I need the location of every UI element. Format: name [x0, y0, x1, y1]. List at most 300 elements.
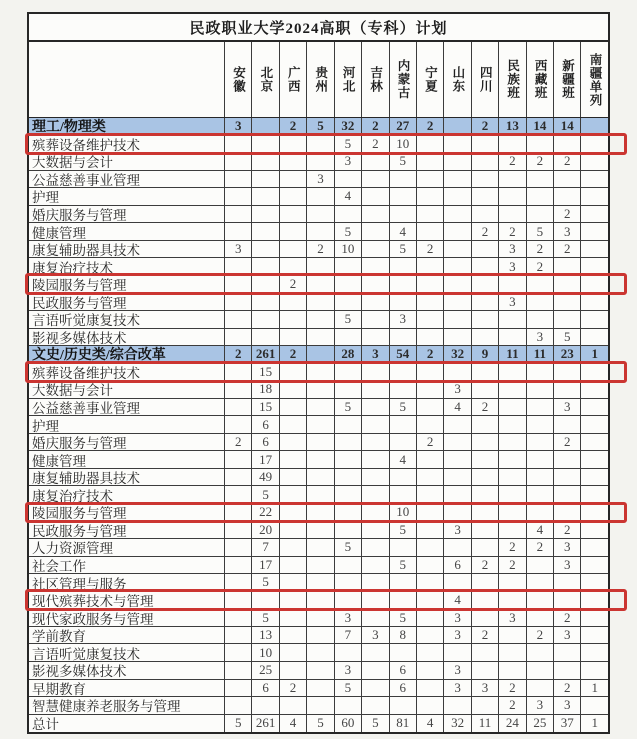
value-cell: [554, 574, 581, 591]
value-cell: [417, 381, 444, 398]
value-cell: [499, 451, 526, 468]
table-row: [29, 451, 608, 469]
value-cell: 5: [335, 680, 362, 697]
column-header: [581, 42, 607, 117]
value-cell: [225, 451, 252, 468]
enrollment-plan-table: [27, 12, 610, 734]
value-cell: [417, 276, 444, 293]
value-cell: 3: [444, 381, 471, 398]
value-cell: [362, 381, 389, 398]
value-cell: [581, 153, 607, 170]
value-cell: [499, 434, 526, 451]
value-cell: [390, 539, 417, 556]
value-cell: [280, 522, 307, 539]
table-row: [29, 329, 608, 347]
value-cell: 5: [390, 153, 417, 170]
row-label: 人力资源管理: [29, 539, 225, 556]
value-cell: [390, 258, 417, 275]
value-cell: [499, 662, 526, 679]
value-cell: [335, 206, 362, 223]
value-cell: 23: [554, 346, 581, 363]
value-cell: [335, 258, 362, 275]
value-cell: [581, 504, 607, 521]
value-cell: 11: [527, 346, 554, 363]
column-header-label: 民族班: [505, 59, 520, 100]
value-cell: 27: [390, 118, 417, 135]
value-cell: [225, 557, 252, 574]
value-cell: [362, 662, 389, 679]
value-cell: [335, 644, 362, 661]
value-cell: [527, 381, 554, 398]
value-cell: 2: [554, 241, 581, 258]
value-cell: [417, 486, 444, 503]
value-cell: [444, 364, 471, 381]
value-cell: [444, 293, 471, 310]
value-cell: [472, 697, 499, 714]
row-label: 康复治疗技术: [29, 486, 225, 503]
row-label: 智慧健康养老服务与管理: [29, 697, 225, 714]
value-cell: [225, 469, 252, 486]
value-cell: [499, 504, 526, 521]
row-label: 殡葬设备维护技术: [29, 136, 225, 153]
value-cell: 2: [499, 153, 526, 170]
value-cell: [581, 609, 607, 626]
value-cell: [280, 311, 307, 328]
row-label: 言语听觉康复技术: [29, 644, 225, 661]
table-row: [29, 206, 608, 224]
value-cell: 3: [554, 557, 581, 574]
value-cell: 1: [591, 715, 598, 731]
value-cell: [472, 206, 499, 223]
column-header: [499, 42, 526, 117]
value-cell: [417, 644, 444, 661]
value-cell: [499, 627, 526, 644]
value-cell: [225, 153, 252, 170]
value-cell: [554, 136, 581, 153]
value-cell: [417, 258, 444, 275]
value-cell: [499, 592, 526, 609]
table-row: [29, 241, 608, 259]
row-label: 社会工作: [29, 557, 225, 574]
value-cell: [225, 504, 252, 521]
value-cell: [472, 136, 499, 153]
value-cell: [527, 416, 554, 433]
column-header: [252, 42, 279, 117]
value-cell: [390, 434, 417, 451]
value-cell: [225, 188, 252, 205]
value-cell: 2: [362, 136, 389, 153]
value-cell: 2: [527, 258, 554, 275]
value-cell: [280, 627, 307, 644]
value-cell: [417, 188, 444, 205]
value-cell: [335, 171, 362, 188]
value-cell: 1: [591, 679, 598, 695]
value-cell: [472, 258, 499, 275]
table-row: [29, 504, 608, 522]
value-cell: [362, 364, 389, 381]
value-cell: 2: [554, 522, 581, 539]
value-cell: [252, 293, 279, 310]
value-cell: 3: [527, 329, 554, 346]
value-cell: [581, 258, 607, 275]
value-cell: 15: [252, 364, 279, 381]
value-cell: [554, 311, 581, 328]
value-cell: [307, 539, 334, 556]
value-cell: [307, 416, 334, 433]
value-cell: [581, 293, 607, 310]
value-cell: [362, 399, 389, 416]
value-cell: [472, 486, 499, 503]
value-cell: 2: [554, 153, 581, 170]
row-label: 现代殡葬技术与管理: [29, 592, 225, 609]
value-cell: [362, 311, 389, 328]
value-cell: [444, 416, 471, 433]
value-cell: 2: [472, 118, 499, 135]
value-cell: [335, 293, 362, 310]
value-cell: 4: [390, 451, 417, 468]
value-cell: [362, 416, 389, 433]
value-cell: [252, 171, 279, 188]
value-cell: [280, 329, 307, 346]
value-cell: [252, 223, 279, 240]
value-cell: [527, 188, 554, 205]
value-cell: [390, 364, 417, 381]
column-header-label: 西藏班: [533, 59, 548, 100]
value-cell: [444, 469, 471, 486]
value-cell: [307, 223, 334, 240]
value-cell: [225, 416, 252, 433]
value-cell: [472, 293, 499, 310]
value-cell: 9: [472, 346, 499, 363]
value-cell: 4: [527, 522, 554, 539]
value-cell: [417, 522, 444, 539]
value-cell: 2: [554, 206, 581, 223]
value-cell: 3: [307, 171, 334, 188]
value-cell: [472, 609, 499, 626]
table-row: [29, 469, 608, 487]
value-cell: [527, 451, 554, 468]
value-cell: [307, 680, 334, 697]
value-cell: 10: [390, 136, 417, 153]
value-cell: 32: [444, 715, 471, 733]
value-cell: [417, 293, 444, 310]
value-cell: [527, 486, 554, 503]
column-header-row: [29, 42, 608, 118]
value-cell: [444, 276, 471, 293]
value-cell: [390, 188, 417, 205]
value-cell: 28: [335, 346, 362, 363]
value-cell: [225, 381, 252, 398]
value-cell: [499, 574, 526, 591]
value-cell: [225, 399, 252, 416]
table-row: [29, 592, 608, 610]
value-cell: 3: [362, 346, 389, 363]
value-cell: [307, 188, 334, 205]
value-cell: [444, 434, 471, 451]
value-cell: [417, 136, 444, 153]
value-cell: [307, 434, 334, 451]
value-cell: [554, 592, 581, 609]
table-body: [29, 118, 608, 732]
value-cell: [280, 434, 307, 451]
value-cell: 2: [225, 346, 252, 363]
value-cell: [252, 118, 279, 135]
value-cell: [417, 662, 444, 679]
value-cell: [225, 662, 252, 679]
value-cell: [417, 206, 444, 223]
value-cell: [335, 364, 362, 381]
value-cell: 4: [417, 715, 444, 733]
column-header-label: 山东: [450, 66, 465, 93]
value-cell: [554, 469, 581, 486]
value-cell: [252, 136, 279, 153]
value-cell: [444, 697, 471, 714]
value-cell: 17: [252, 557, 279, 574]
value-cell: [554, 451, 581, 468]
value-cell: 3: [390, 311, 417, 328]
value-cell: 2: [527, 241, 554, 258]
value-cell: [307, 504, 334, 521]
value-cell: 2: [499, 223, 526, 240]
value-cell: 5: [335, 223, 362, 240]
value-cell: 5: [390, 522, 417, 539]
value-cell: [472, 539, 499, 556]
value-cell: [472, 381, 499, 398]
value-cell: 3: [335, 609, 362, 626]
value-cell: 3: [444, 680, 471, 697]
value-cell: [554, 381, 581, 398]
value-cell: [225, 592, 252, 609]
value-cell: 24: [499, 715, 526, 733]
value-cell: 14: [554, 118, 581, 135]
value-cell: [472, 171, 499, 188]
value-cell: [280, 504, 307, 521]
value-cell: [581, 381, 607, 398]
value-cell: [444, 258, 471, 275]
column-header: [335, 42, 362, 117]
value-cell: [307, 522, 334, 539]
value-cell: [225, 171, 252, 188]
row-label: 婚庆服务与管理: [29, 206, 225, 223]
value-cell: [499, 206, 526, 223]
column-header-label: 内蒙古: [395, 59, 410, 100]
value-cell: [390, 329, 417, 346]
value-cell: [499, 171, 526, 188]
value-cell: [472, 592, 499, 609]
value-cell: 20: [252, 522, 279, 539]
value-cell: 15: [252, 399, 279, 416]
value-cell: 10: [335, 241, 362, 258]
value-cell: [225, 311, 252, 328]
value-cell: 5: [252, 486, 279, 503]
value-cell: [225, 223, 252, 240]
value-cell: [581, 136, 607, 153]
value-cell: [307, 206, 334, 223]
value-cell: [362, 276, 389, 293]
row-label: 护理: [29, 188, 225, 205]
value-cell: [362, 592, 389, 609]
value-cell: 2: [417, 118, 444, 135]
value-cell: [280, 293, 307, 310]
value-cell: 3: [444, 609, 471, 626]
value-cell: [280, 153, 307, 170]
row-label: 民政服务与管理: [29, 522, 225, 539]
value-cell: [444, 451, 471, 468]
program-name-column-spacer: [29, 42, 225, 117]
row-label: 康复治疗技术: [29, 258, 225, 275]
value-cell: [280, 644, 307, 661]
column-header-label: 北京: [258, 66, 273, 93]
table-row: [29, 557, 608, 575]
value-cell: [472, 522, 499, 539]
column-header: [417, 42, 444, 117]
table-row: [29, 188, 608, 206]
value-cell: 2: [362, 118, 389, 135]
row-label: 民政服务与管理: [29, 293, 225, 310]
value-cell: [472, 644, 499, 661]
value-cell: [225, 627, 252, 644]
value-cell: [527, 293, 554, 310]
value-cell: [280, 486, 307, 503]
row-label: 大数据与会计: [29, 153, 225, 170]
value-cell: [472, 451, 499, 468]
value-cell: 3: [499, 241, 526, 258]
value-cell: [554, 416, 581, 433]
value-cell: [252, 276, 279, 293]
value-cell: [527, 574, 554, 591]
value-cell: 8: [390, 627, 417, 644]
value-cell: [472, 434, 499, 451]
section-row: [29, 118, 608, 136]
value-cell: 13: [252, 627, 279, 644]
value-cell: [335, 381, 362, 398]
value-cell: [581, 311, 607, 328]
column-header-label: 吉林: [368, 66, 383, 93]
value-cell: [280, 557, 307, 574]
value-cell: [581, 697, 607, 714]
table-row: [29, 364, 608, 382]
value-cell: [362, 451, 389, 468]
value-cell: [472, 241, 499, 258]
value-cell: [444, 504, 471, 521]
value-cell: 2: [499, 697, 526, 714]
value-cell: 2: [472, 223, 499, 240]
value-cell: 25: [252, 662, 279, 679]
value-cell: [417, 171, 444, 188]
value-cell: [280, 188, 307, 205]
value-cell: 14: [527, 118, 554, 135]
value-cell: [417, 504, 444, 521]
value-cell: [527, 364, 554, 381]
value-cell: [280, 451, 307, 468]
row-label: 理工/物理类: [29, 118, 225, 135]
table-row: [29, 644, 608, 662]
row-label: 社区管理与服务: [29, 574, 225, 591]
value-cell: [307, 627, 334, 644]
row-label: 公益慈善事业管理: [29, 399, 225, 416]
value-cell: 4: [390, 223, 417, 240]
value-cell: [554, 662, 581, 679]
value-cell: [499, 136, 526, 153]
value-cell: [417, 223, 444, 240]
value-cell: [390, 293, 417, 310]
value-cell: [225, 329, 252, 346]
value-cell: [280, 609, 307, 626]
table-row: [29, 539, 608, 557]
value-cell: [417, 539, 444, 556]
value-cell: [581, 206, 607, 223]
value-cell: 6: [252, 416, 279, 433]
value-cell: [581, 557, 607, 574]
value-cell: [390, 697, 417, 714]
value-cell: 11: [499, 346, 526, 363]
value-cell: [472, 662, 499, 679]
value-cell: [307, 486, 334, 503]
value-cell: [252, 329, 279, 346]
value-cell: 2: [280, 276, 307, 293]
value-cell: [581, 539, 607, 556]
value-cell: [581, 522, 607, 539]
value-cell: 5: [390, 557, 417, 574]
value-cell: [417, 609, 444, 626]
value-cell: 261: [252, 346, 279, 363]
value-cell: 5: [335, 311, 362, 328]
value-cell: [362, 188, 389, 205]
value-cell: 3: [499, 258, 526, 275]
value-cell: [225, 680, 252, 697]
value-cell: [335, 276, 362, 293]
value-cell: [225, 697, 252, 714]
value-cell: 3: [444, 627, 471, 644]
value-cell: [581, 592, 607, 609]
value-cell: [225, 293, 252, 310]
value-cell: [581, 662, 607, 679]
value-cell: [581, 486, 607, 503]
value-cell: [307, 574, 334, 591]
value-cell: [362, 680, 389, 697]
value-cell: [527, 399, 554, 416]
value-cell: [280, 416, 307, 433]
table-row: [29, 136, 608, 154]
value-cell: [472, 504, 499, 521]
row-label: 康复辅助器具技术: [29, 241, 225, 258]
value-cell: [581, 434, 607, 451]
column-header: [444, 42, 471, 117]
value-cell: [390, 206, 417, 223]
value-cell: [307, 346, 334, 363]
value-cell: [280, 206, 307, 223]
table-row: [29, 434, 608, 452]
value-cell: [362, 539, 389, 556]
value-cell: [472, 311, 499, 328]
value-cell: [307, 136, 334, 153]
value-cell: 4: [280, 715, 307, 733]
value-cell: [280, 223, 307, 240]
value-cell: 32: [444, 346, 471, 363]
value-cell: 6: [390, 662, 417, 679]
value-cell: 5: [362, 715, 389, 733]
value-cell: [472, 416, 499, 433]
value-cell: 3: [554, 539, 581, 556]
value-cell: [527, 136, 554, 153]
row-label: 言语听觉康复技术: [29, 311, 225, 328]
value-cell: [499, 416, 526, 433]
value-cell: [252, 592, 279, 609]
value-cell: [499, 469, 526, 486]
value-cell: [225, 644, 252, 661]
value-cell: 2: [472, 399, 499, 416]
value-cell: [444, 223, 471, 240]
